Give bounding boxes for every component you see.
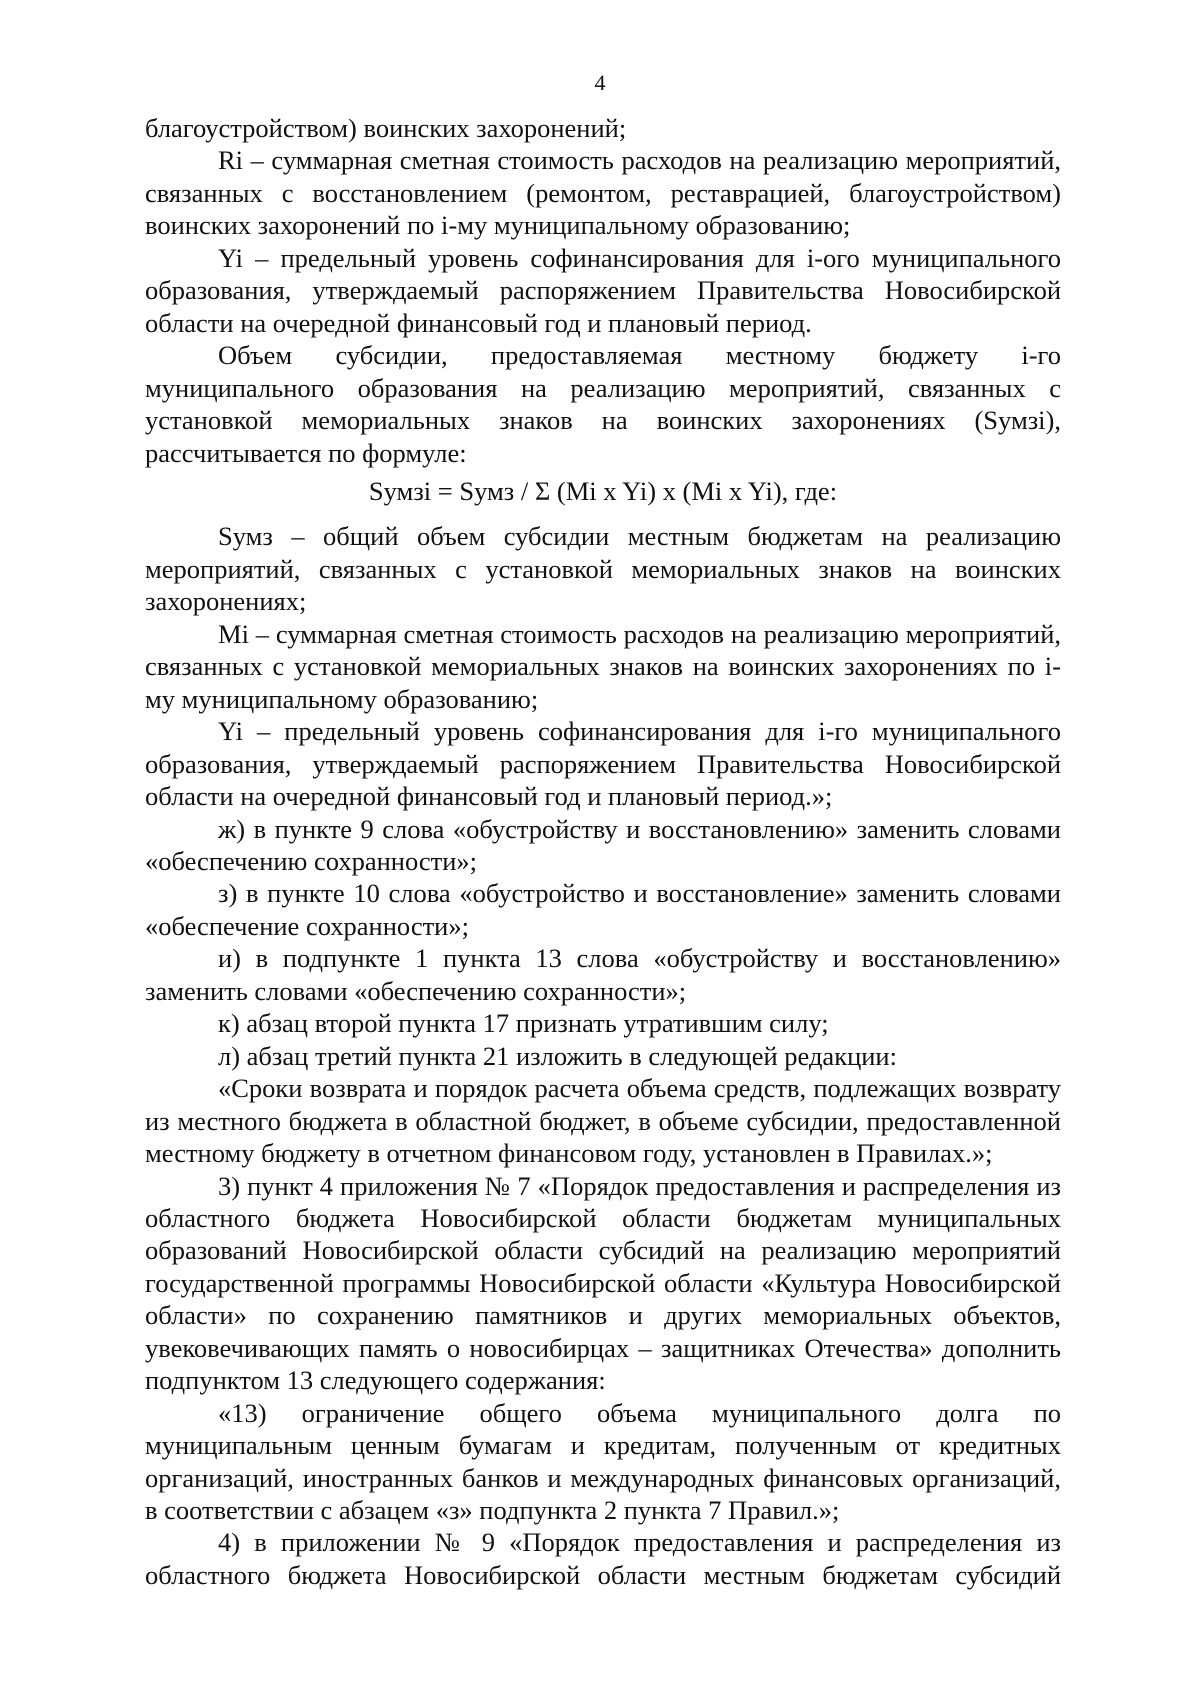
paragraph: 3) пункт 4 приложения № 7 «Порядок предоставления и распределения из областного бюджета Новосибирской области бюджетам муниципальных образований Новосибирской области субсидий на реализацию мероприятий государственной программы Новосибирской области «Культура Новосибирской области» по сохранению памятников и других мемориальных объектов, увековечивающих память о новосибирцах – защитниках Отечества» дополнить подпунктом 13 следующего содержания: — [145, 1170, 1061, 1396]
page-number: 4 — [594, 70, 606, 95]
paragraph: к) абзац второй пункта 17 признать утратившим силу; — [218, 1008, 829, 1039]
paragraph: ж) в пункте 9 слова «обустройству и восстановлению» заменить словами «обеспечению сохранности»; — [145, 813, 1061, 876]
paragraph: и) в подпункте 1 пункта 13 слова «обустройству и восстановлению» заменить словами «обеспечению сохранности»; — [145, 943, 1061, 1006]
paragraph: Yi – предельный уровень софинансирования для i-го муниципального образования, утверждаемый распоряжением Правительства Новосибирской области на очередной финансовый год и плановый период.»; — [145, 716, 1061, 812]
paragraph: «13) ограничение общего объема муниципального долга по муниципальным ценным бумагам и кредитам, полученным от кредитных организаций, иностранных банков и международных финансовых организаций, в соответствии с абзацем «з» подпункта 2 пункта 7 Правил.»; — [145, 1397, 1061, 1526]
paragraph: «Сроки возврата и порядок расчета объема средств, подлежащих возврату из местного бюджета в областной бюджет, в объеме субсидии, предоставленной местному бюджету в отчетном финансовом году, установлен в Правилах.»; — [145, 1073, 1061, 1169]
paragraph: Mi – суммарная сметная стоимость расходов на реализацию мероприятий, связанных с установкой мемориальных знаков на воинских захоронениях по i-му муниципальному образованию; — [145, 618, 1061, 714]
paragraph: з) в пункте 10 слова «обустройство и восстановление» заменить словами «обеспечение сохранности»; — [145, 878, 1061, 941]
paragraph: благоустройством) воинских захоронений; — [145, 113, 627, 143]
paragraph: л) абзац третий пункта 21 изложить в следующей редакции: — [218, 1040, 897, 1071]
paragraph: Ri – суммарная сметная стоимость расходов на реализацию мероприятий, связанных с восстановлением (ремонтом, реставрацией, благоустройством) воинских захоронений по i-му муниципальному образованию; — [145, 145, 1061, 241]
formula-line: Sумзi = Sумз / Σ (Mi x Yi) x (Mi x Yi), где: — [368, 475, 838, 506]
document-body — [145, 112, 1061, 1591]
paragraph: Yi – предельный уровень софинансирования для i-ого муниципального образования, утверждаемый распоряжением Правительства Новосибирской области на очередной финансовый год и плановый период. — [145, 242, 1061, 338]
paragraph: Sумз – общий объем субсидии местным бюджетам на реализацию мероприятий, связанных с установкой мемориальных знаков на воинских захоронениях; — [145, 521, 1061, 617]
paragraph: 4) в приложении № 9 «Порядок предоставления и распределения из областного бюджета Новосибирской области местным бюджетам субсидий — [145, 1527, 1061, 1590]
paragraph: Объем субсидии, предоставляемая местному бюджету i-го муниципального образования на реализацию мероприятий, связанных с установкой мемориальных знаков на воинских захоронениях (Sумзi), рассчитывается по формуле: — [145, 340, 1061, 468]
